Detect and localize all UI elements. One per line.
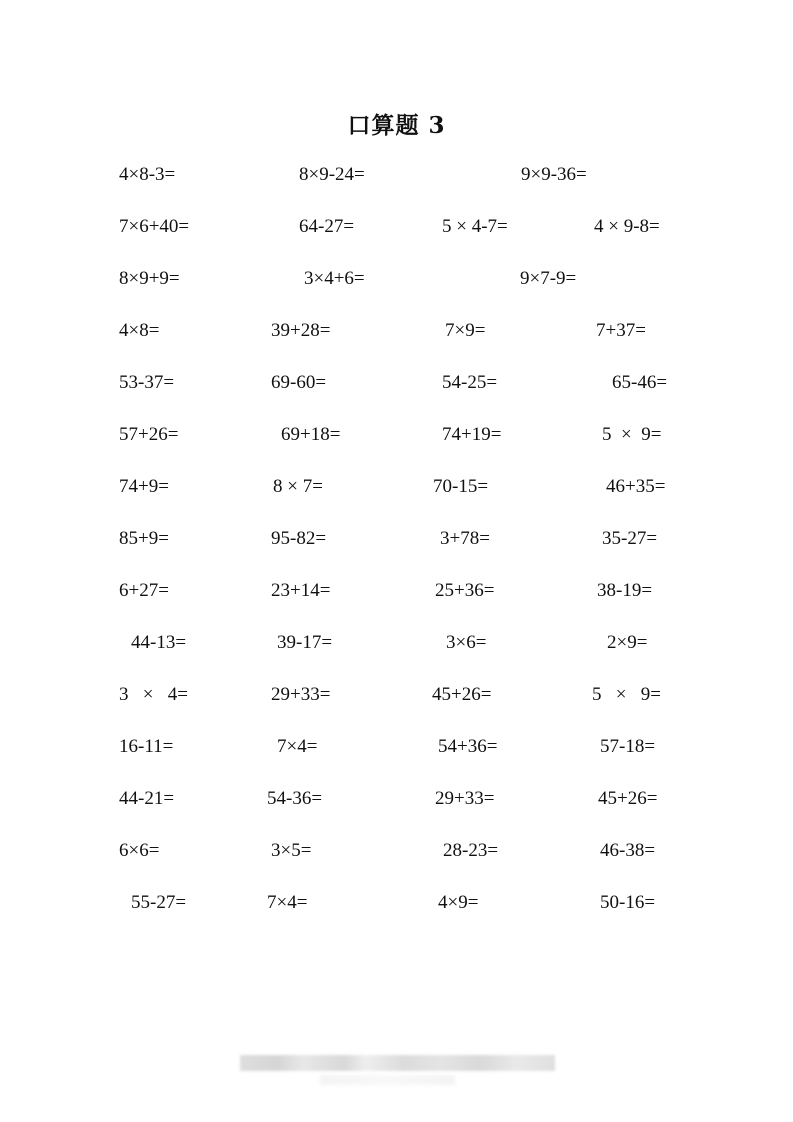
problem-item: 57+26= bbox=[119, 424, 179, 445]
problem-item: 57-18= bbox=[600, 736, 656, 757]
problem-item: 85+9= bbox=[119, 528, 169, 549]
problem-item: 70-15= bbox=[433, 476, 489, 497]
page-title: 口算题 3 bbox=[347, 112, 446, 139]
problem-item: 7×6+40= bbox=[119, 216, 190, 237]
problem-item: 8×9-24= bbox=[299, 164, 365, 185]
problem-item: 4×8= bbox=[119, 320, 160, 341]
problem-item: 39+28= bbox=[271, 320, 331, 341]
problem-item: 54-36= bbox=[267, 788, 323, 809]
problem-item: 9×9-36= bbox=[521, 164, 587, 185]
problem-item: 54+36= bbox=[438, 736, 498, 757]
problem-item: 7×4= bbox=[267, 892, 308, 913]
problem-item: 9×7-9= bbox=[520, 268, 577, 289]
problem-item: 50-16= bbox=[600, 892, 656, 913]
problem-item: 5 × 9= bbox=[592, 684, 661, 705]
problem-item: 4 × 9-8= bbox=[594, 216, 660, 237]
problem-item: 3×5= bbox=[271, 840, 312, 861]
problem-item: 74+9= bbox=[119, 476, 169, 497]
problem-item: 6+27= bbox=[119, 580, 169, 601]
problem-item: 6×6= bbox=[119, 840, 160, 861]
problem-item: 55-27= bbox=[131, 892, 187, 913]
problem-item: 69+18= bbox=[281, 424, 341, 445]
problem-item: 46-38= bbox=[600, 840, 656, 861]
problem-item: 4×8-3= bbox=[119, 164, 176, 185]
blurred-footer-watermark-secondary bbox=[320, 1075, 455, 1085]
problem-item: 7×4= bbox=[277, 736, 318, 757]
problem-item: 44-13= bbox=[131, 632, 187, 653]
problem-item: 39-17= bbox=[277, 632, 333, 653]
problem-item: 8 × 7= bbox=[273, 476, 323, 497]
problem-item: 8×9+9= bbox=[119, 268, 180, 289]
problem-item: 46+35= bbox=[606, 476, 666, 497]
problem-item: 5 × 9= bbox=[602, 424, 662, 445]
problem-item: 69-60= bbox=[271, 372, 327, 393]
problem-item: 35-27= bbox=[602, 528, 658, 549]
problem-item: 29+33= bbox=[435, 788, 495, 809]
problem-item: 7+37= bbox=[596, 320, 646, 341]
problem-item: 7×9= bbox=[445, 320, 486, 341]
problem-item: 65-46= bbox=[612, 372, 668, 393]
problem-item: 5 × 4-7= bbox=[442, 216, 508, 237]
blurred-footer-watermark bbox=[240, 1055, 555, 1071]
problem-item: 54-25= bbox=[442, 372, 498, 393]
problem-item: 53-37= bbox=[119, 372, 175, 393]
problem-item: 74+19= bbox=[442, 424, 502, 445]
problem-item: 45+26= bbox=[598, 788, 658, 809]
problem-item: 95-82= bbox=[271, 528, 327, 549]
problem-item: 64-27= bbox=[299, 216, 355, 237]
problem-item: 45+26= bbox=[432, 684, 492, 705]
problem-item: 3×6= bbox=[446, 632, 487, 653]
problem-item: 25+36= bbox=[435, 580, 495, 601]
problem-item: 29+33= bbox=[271, 684, 331, 705]
problem-item: 3+78= bbox=[440, 528, 490, 549]
problem-item: 3 × 4= bbox=[119, 684, 188, 705]
problem-item: 4×9= bbox=[438, 892, 479, 913]
problem-item: 2×9= bbox=[607, 632, 648, 653]
problem-item: 23+14= bbox=[271, 580, 331, 601]
problem-item: 3×4+6= bbox=[304, 268, 365, 289]
problem-item: 16-11= bbox=[119, 736, 174, 757]
problem-item: 28-23= bbox=[443, 840, 499, 861]
problem-item: 38-19= bbox=[597, 580, 653, 601]
problem-item: 44-21= bbox=[119, 788, 175, 809]
